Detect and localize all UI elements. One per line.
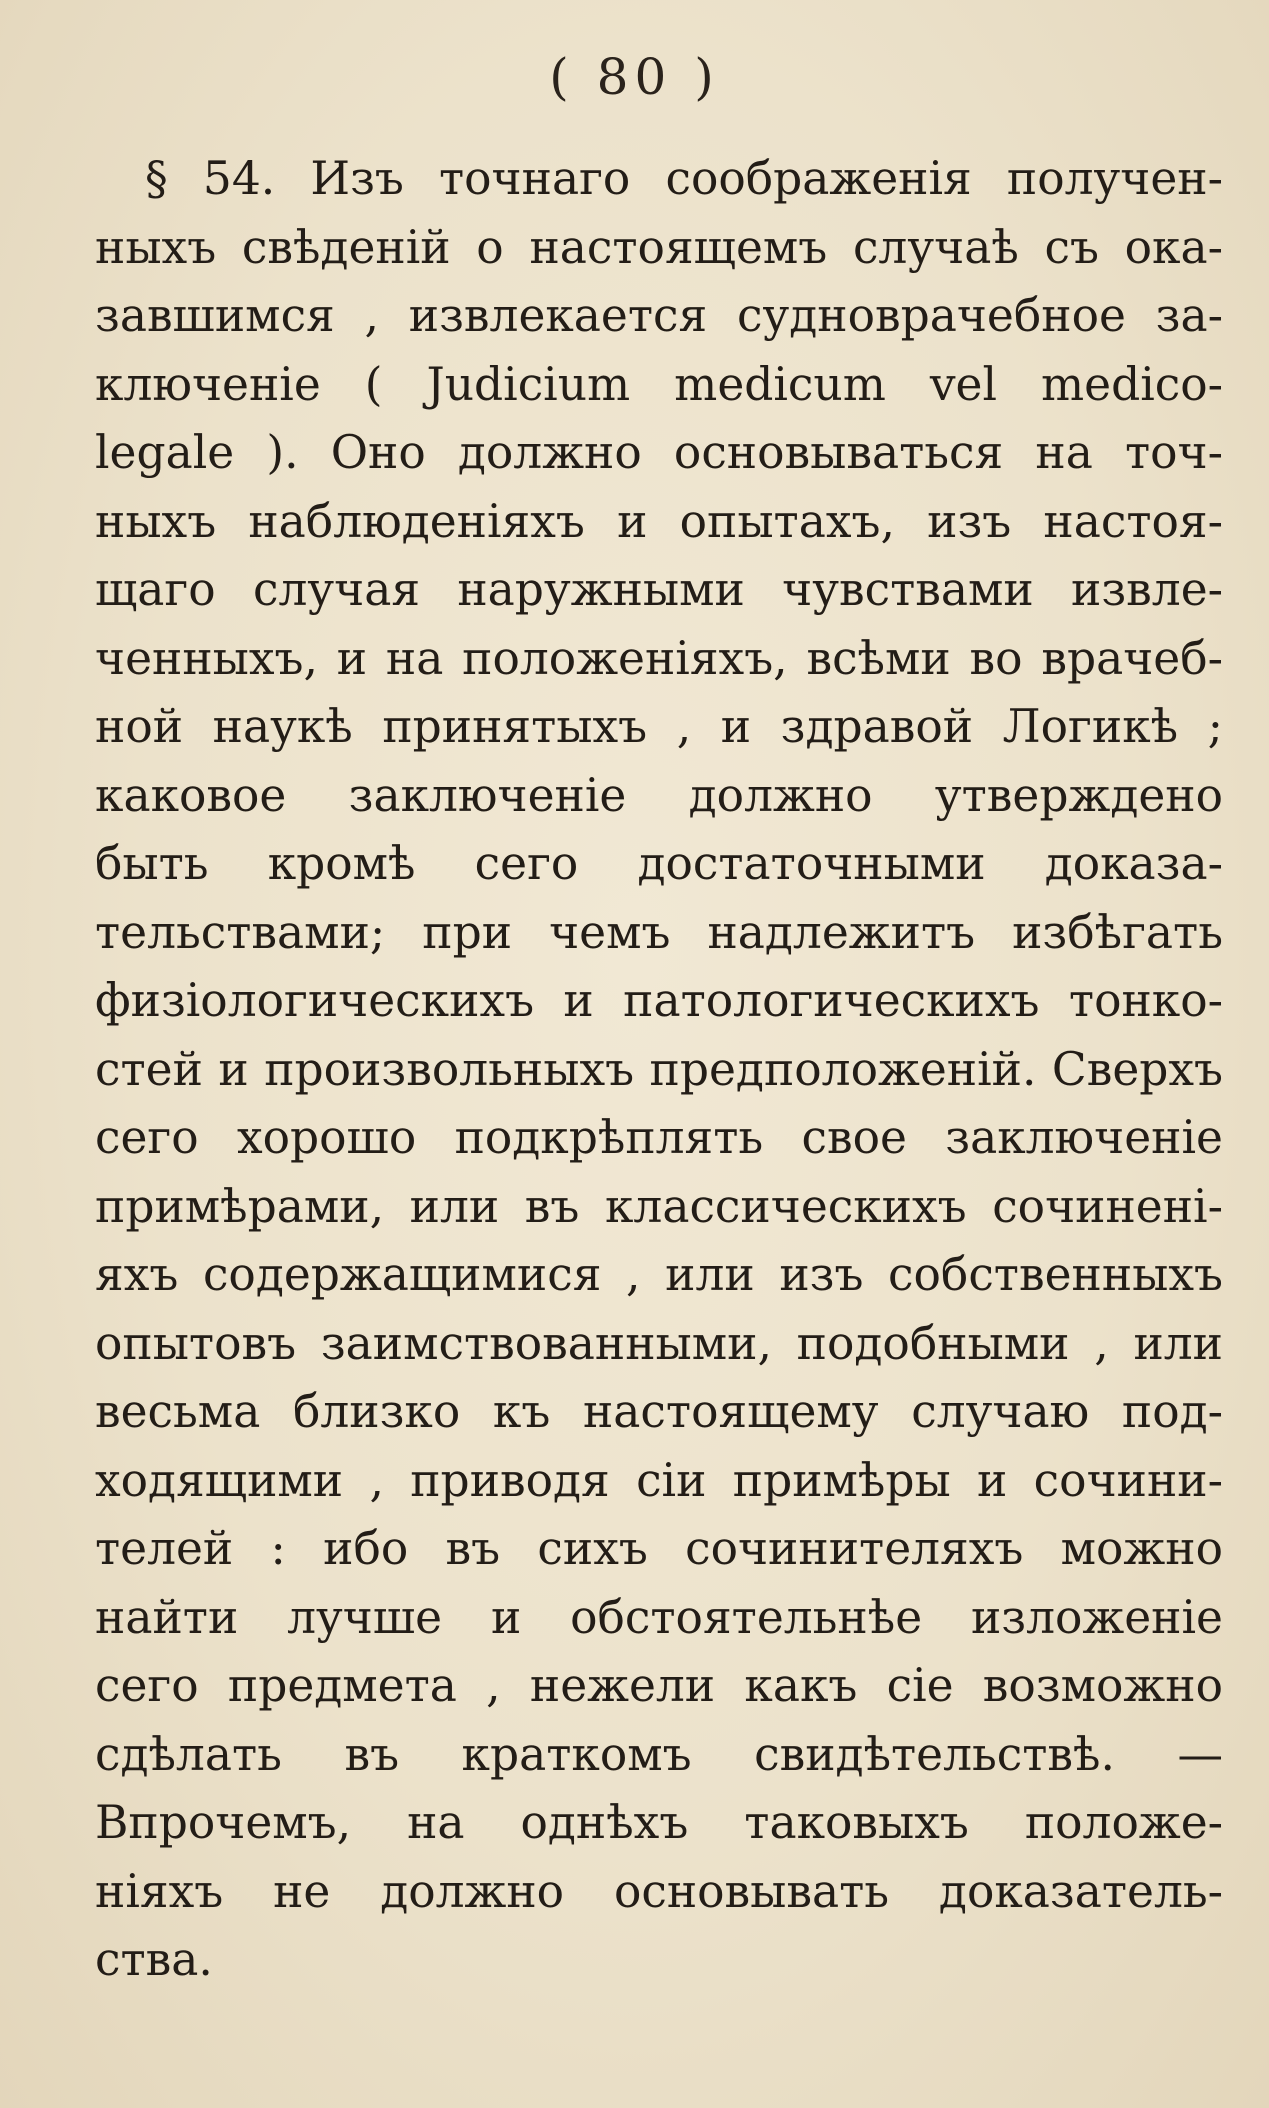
text-line: телей : ибо въ сихъ сочинителяхъ можно bbox=[95, 1522, 1223, 1575]
text-line: тельствами; при чемъ надлежитъ избѣгать bbox=[95, 905, 1223, 959]
text-line: быть кромѣ сего достаточными доказа- bbox=[95, 837, 1223, 890]
text-line: примѣрами, или въ классическихъ сочинені- bbox=[95, 1179, 1223, 1233]
paragraph-54 bbox=[95, 145, 1223, 1995]
text-line: ства. bbox=[95, 1933, 213, 1986]
text-line: Впрочемъ, на однѣхъ таковыхъ положе- bbox=[95, 1796, 1223, 1849]
text-line: ніяхъ не должно основывать доказатель- bbox=[95, 1864, 1223, 1918]
text-line: ной наукѣ принятыхъ , и здравой Логикѣ ; bbox=[95, 700, 1223, 753]
text-line: каковое заключеніе должно утверждено bbox=[95, 768, 1223, 822]
text-line: щаго случая наружными чувствами извле- bbox=[95, 563, 1223, 616]
text-line: ченныхъ, и на положеніяхъ, всѣми во врачеб- bbox=[95, 631, 1223, 685]
text-line: сего хорошо подкрѣплять свое заключеніе bbox=[95, 1111, 1223, 1164]
text-line: опытовъ заимствованными, подобными , или bbox=[95, 1316, 1223, 1370]
text-line: физіологическихъ и патологическихъ тонко- bbox=[95, 974, 1223, 1027]
text-line: ключеніе ( Judicium medicum vel medico- bbox=[95, 357, 1223, 411]
text-line: завшимся , извлекается судноврачебное за- bbox=[95, 289, 1223, 342]
text-line: сдѣлать въ краткомъ свидѣтельствѣ. — bbox=[95, 1727, 1223, 1781]
text-line: найти лучше и обстоятельнѣе изложеніе bbox=[95, 1590, 1223, 1644]
text-line: legale ). Оно должно основываться на точ- bbox=[95, 426, 1223, 479]
text-line: яхъ содержащимися , или изъ собственныхъ bbox=[95, 1248, 1223, 1301]
text-line: сего предмета , нежели какъ сіе возможно bbox=[95, 1659, 1223, 1712]
page-number: ( 80 ) bbox=[549, 48, 720, 106]
text-line: ныхъ свѣденій о настоящемъ случаѣ съ ока- bbox=[95, 220, 1223, 274]
text-line: стей и произвольныхъ предположеній. Сверхъ bbox=[95, 1042, 1223, 1096]
text-line: ныхъ наблюденіяхъ и опытахъ, изъ настоя- bbox=[95, 494, 1223, 548]
text-line: весьма близко къ настоящему случаю под- bbox=[95, 1385, 1223, 1438]
text-line: ходящими , приводя сіи примѣры и сочини- bbox=[95, 1453, 1223, 1507]
text-line: § 54. Изъ точнаго соображенія получен- bbox=[145, 152, 1223, 205]
